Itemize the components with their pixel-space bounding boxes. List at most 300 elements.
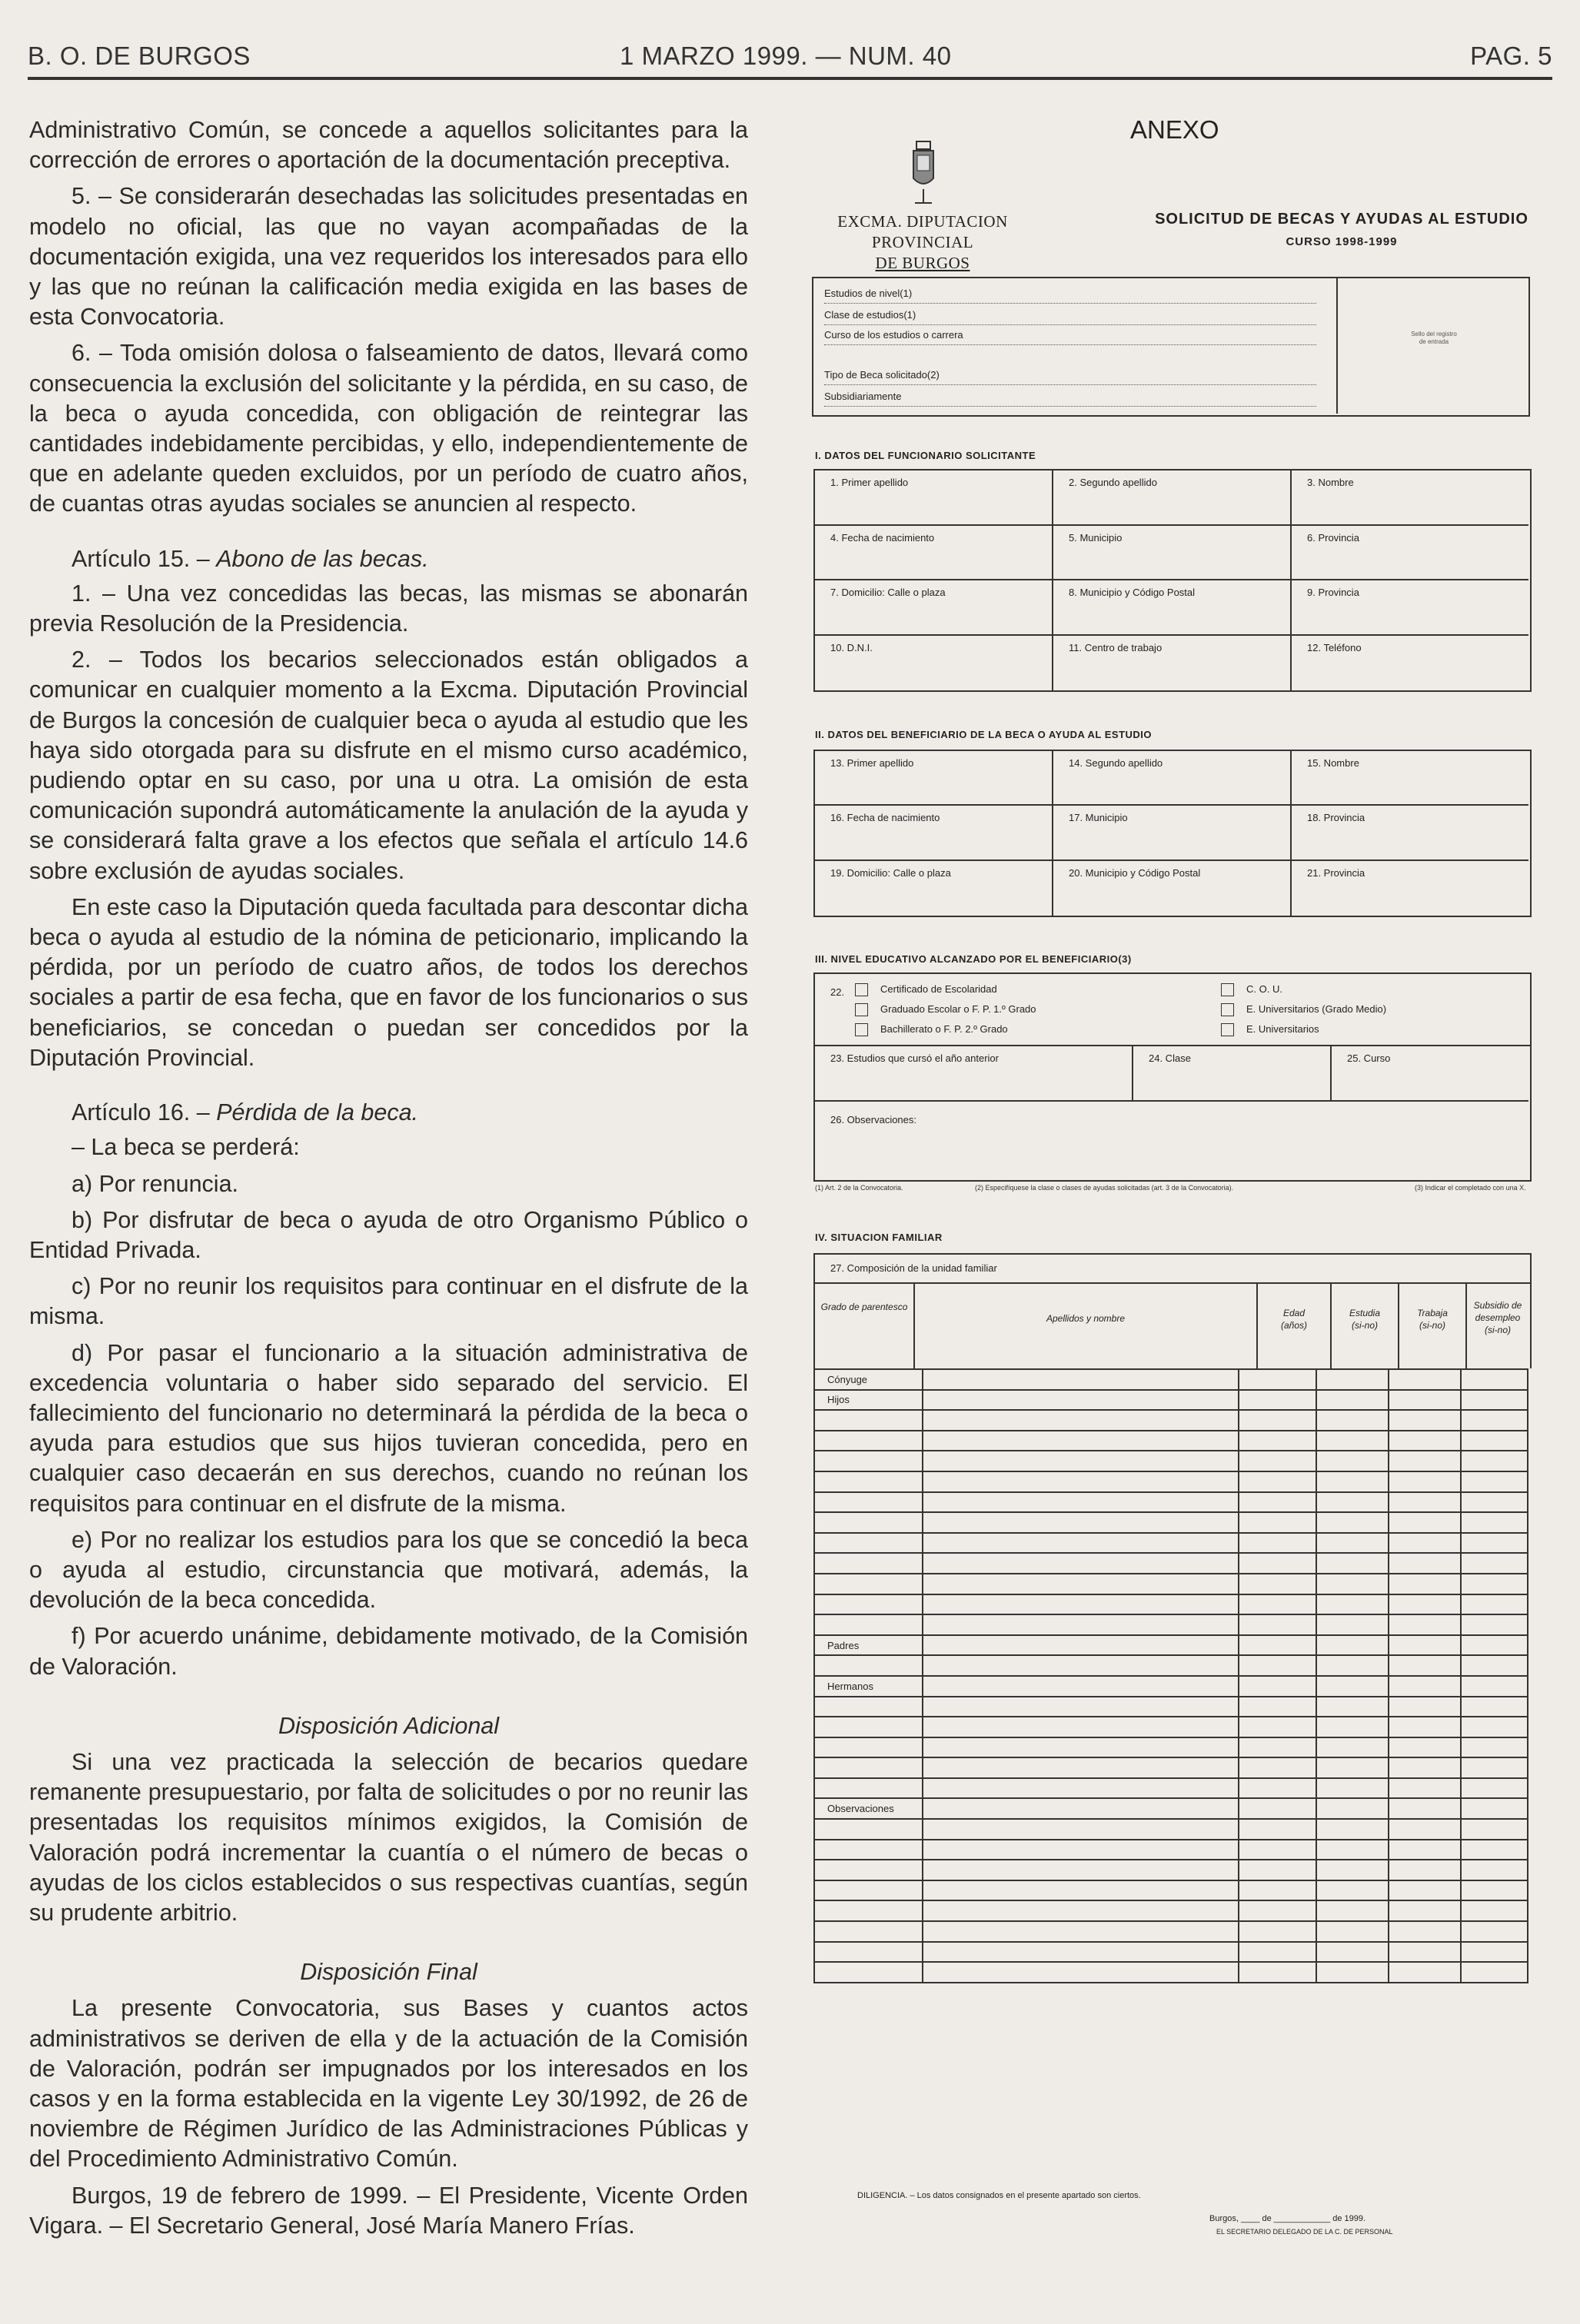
form-field[interactable]: 10. D.N.I. (815, 636, 1053, 691)
paragraph: d) Por pasar el funcionario a la situación administrativa de excedencia voluntaria o haber sido separado del servicio. El fallecimiento del funcionario no determinará la pérdida de la beca o ayuda para estudios que sus hijos tuvieran concedida, pero en cualquier caso decaerán en sus derechos, cuando no reúnan los requisitos para continuar en el disfrute de la misma. (29, 1339, 748, 1517)
checkbox-icon (855, 983, 868, 996)
table-cell[interactable] (1239, 1676, 1316, 1697)
table-cell[interactable] (923, 1492, 1239, 1513)
check-item[interactable]: E. Universitarios (Grado Medio) (1221, 1003, 1386, 1016)
table-cell[interactable] (923, 1594, 1239, 1615)
table-cell[interactable] (1389, 1451, 1461, 1471)
paragraph: Si una vez practicada la selección de becarios quedare remanente presupuestario, por falta de solicitudes o por no reunir las presentadas los requisitos mínimos exigidos, la Comisión de Valoración podrá incrementar la cuantía o el número de becas o ayudas de los ciclos establecidos o sus respectivas cuantías, según su prudente arbitrio. (29, 1748, 748, 1926)
table-cell[interactable] (1461, 1840, 1528, 1860)
family-header-row (813, 1282, 1532, 1368)
paragraph: En este caso la Diputación queda facultada para descontar dicha beca o ayuda al estudio de la nómina de peticionario, implicando la pérdida, por un período de cuatro años, de todos los derechos sociales a partir de esa fecha, que en favor de los funcionarios o sus beneficiarios, se concedan o puedan ser concedidos por la Diputación Provincial. (29, 893, 749, 1071)
relationship-cell[interactable] (814, 1431, 923, 1451)
relationship-cell[interactable] (814, 1757, 923, 1778)
relationship-cell[interactable]: Hermanos (814, 1676, 923, 1697)
table-cell[interactable] (1316, 1778, 1389, 1799)
table-row (814, 1942, 1528, 1963)
table-cell[interactable] (1461, 1553, 1528, 1574)
table-cell[interactable] (1239, 1778, 1316, 1799)
table-row (814, 1697, 1528, 1717)
table-cell[interactable] (923, 1553, 1239, 1574)
table-cell[interactable] (1239, 1819, 1316, 1840)
table-cell[interactable] (1461, 1512, 1528, 1533)
field-class-24[interactable]: 24. Clase (1133, 1046, 1332, 1102)
table-cell[interactable] (1239, 1798, 1316, 1819)
table-cell[interactable] (1239, 1860, 1316, 1880)
relationship-cell[interactable] (814, 1921, 923, 1942)
table-cell[interactable] (1239, 1451, 1316, 1471)
family-caption: 27. Composición de la unidad familiar (813, 1253, 1532, 1284)
table-cell[interactable] (923, 1717, 1239, 1737)
table-cell[interactable] (1461, 1757, 1528, 1778)
table-cell[interactable] (1316, 1757, 1389, 1778)
table-cell[interactable] (1389, 1717, 1461, 1737)
checkbox-icon (1221, 983, 1234, 996)
table-cell[interactable] (1316, 1410, 1389, 1431)
relationship-cell[interactable] (814, 1594, 923, 1615)
table-row (814, 1921, 1528, 1942)
table-cell[interactable] (1239, 1390, 1316, 1411)
signature-paragraph: Burgos, 19 de febrero de 1999. – El Presidente, Vicente Orden Vigara. – El Secretario General, José María Manero Frías. (29, 2182, 748, 2239)
table-cell[interactable] (1461, 1492, 1528, 1513)
relationship-cell[interactable]: Padres (814, 1635, 923, 1656)
family-table (813, 1368, 1528, 1983)
table-cell[interactable] (923, 1471, 1239, 1492)
article-15-heading: Artículo 15. – Abono de las becas. (72, 545, 429, 572)
form-field[interactable]: 13. Primer apellido (815, 751, 1053, 806)
field-course[interactable]: Curso de los estudios o carrera (824, 329, 1316, 345)
paragraph: a) Por renuncia. (72, 1170, 238, 1197)
table-cell[interactable] (1389, 1819, 1461, 1840)
form-field[interactable]: 3. Nombre (1292, 470, 1528, 526)
table-cell[interactable] (923, 1390, 1239, 1411)
table-cell[interactable] (923, 1410, 1239, 1431)
table-cell[interactable] (1389, 1431, 1461, 1451)
table-cell[interactable] (1389, 1655, 1461, 1676)
relationship-cell[interactable] (814, 1553, 923, 1574)
article-16-heading: Artículo 16. – Pérdida de la beca. (72, 1099, 419, 1126)
form-field[interactable]: 16. Fecha de nacimiento (815, 806, 1053, 860)
relationship-cell[interactable] (814, 1819, 923, 1840)
relationship-cell[interactable] (814, 1717, 923, 1737)
table-cell[interactable] (1316, 1655, 1389, 1676)
table-cell[interactable] (1389, 1757, 1461, 1778)
table-row (814, 1390, 1528, 1411)
table-cell[interactable] (1239, 1655, 1316, 1676)
paragraph: f) Por acuerdo unánime, debidamente motivado, de la Comisión de Valoración. (29, 1623, 748, 1680)
table-cell[interactable] (1461, 1369, 1528, 1390)
relationship-cell[interactable] (814, 1900, 923, 1921)
table-cell[interactable] (1461, 1574, 1528, 1594)
table-cell[interactable] (923, 1962, 1239, 1983)
issue-date: 1 MARZO 1999. — NUM. 40 (620, 42, 952, 70)
form-field[interactable]: 6. Provincia (1292, 526, 1528, 581)
table-cell[interactable] (1239, 1757, 1316, 1778)
relationship-cell[interactable] (814, 1492, 923, 1513)
paragraph: 2. – Todos los becarios seleccionados están obligados a comunicar en cualquier momento a la Excma. Diputación Provincial de Burgos la concesión de cualquier beca o ayuda al estudio que les haya sido otorgada para su disfrute en el mismo curso académico, pudiendo optar en su caso, por una u otra. La omisión de esta comunicación supondrá automáticamente la anulación de la ayuda y se considerará falta grave a los efectos que señala el artículo 14.6 sobre exclusión de ayudas sociales. (29, 647, 748, 884)
table-cell[interactable] (1389, 1942, 1461, 1963)
table-cell[interactable] (1389, 1880, 1461, 1901)
table-cell[interactable] (1239, 1635, 1316, 1656)
table-cell[interactable] (923, 1676, 1239, 1697)
table-cell[interactable] (1239, 1512, 1316, 1533)
form-field[interactable]: 14. Segundo apellido (1053, 751, 1292, 806)
table-cell[interactable] (1316, 1390, 1389, 1411)
table-cell[interactable] (1389, 1921, 1461, 1942)
table-cell[interactable] (1461, 1737, 1528, 1758)
table-cell[interactable] (1316, 1574, 1389, 1594)
table-cell[interactable] (1461, 1819, 1528, 1840)
table-cell[interactable] (1239, 1431, 1316, 1451)
table-cell[interactable] (1316, 1798, 1389, 1819)
table-cell[interactable] (1239, 1900, 1316, 1921)
table-cell[interactable] (1461, 1533, 1528, 1554)
table-cell[interactable] (1389, 1533, 1461, 1554)
table-cell[interactable] (1389, 1574, 1461, 1594)
table-cell[interactable] (1461, 1594, 1528, 1615)
form-field[interactable]: 4. Fecha de nacimiento (815, 526, 1053, 581)
field-course-25[interactable]: 25. Curso (1332, 1046, 1528, 1102)
form-field[interactable]: 17. Municipio (1053, 806, 1292, 860)
table-row (814, 1778, 1528, 1799)
issuing-organization: EXCMA. DIPUTACION PROVINCIAL DE BURGOS (837, 212, 1008, 272)
registry-stamp-area: Sello del registro de entrada (1336, 278, 1528, 414)
checkbox-icon (855, 1023, 868, 1036)
relationship-cell[interactable] (814, 1512, 923, 1533)
header-relationship: Grado de parentesco (815, 1284, 915, 1368)
table-cell[interactable] (1316, 1594, 1389, 1615)
table-cell[interactable] (923, 1655, 1239, 1676)
section-1-heading: I. DATOS DEL FUNCIONARIO SOLICITANTE (815, 450, 1036, 461)
check-item[interactable]: Bachillerato o F. P. 2.º Grado (855, 1023, 1008, 1036)
table-cell[interactable] (923, 1798, 1239, 1819)
field-number: 22. (830, 986, 845, 998)
header-studies: Estudia (si-no) (1332, 1284, 1399, 1368)
field-class[interactable]: Clase de estudios(1) (824, 309, 1316, 325)
table-row (814, 1431, 1528, 1451)
table-cell[interactable] (1461, 1717, 1528, 1737)
table-cell[interactable] (1389, 1737, 1461, 1758)
table-cell[interactable] (1389, 1390, 1461, 1411)
relationship-cell[interactable]: Observaciones (814, 1798, 923, 1819)
table-row (814, 1635, 1528, 1656)
table-cell[interactable] (1389, 1697, 1461, 1717)
table-cell[interactable] (1316, 1900, 1389, 1921)
form-field[interactable]: 21. Provincia (1307, 866, 1365, 879)
relationship-cell[interactable] (814, 1737, 923, 1758)
table-cell[interactable] (1389, 1492, 1461, 1513)
table-cell[interactable] (923, 1880, 1239, 1901)
check-item[interactable]: E. Universitarios (1221, 1023, 1319, 1036)
table-row (814, 1369, 1528, 1390)
table-cell[interactable] (923, 1574, 1239, 1594)
check-item[interactable]: C. O. U. (1221, 983, 1282, 996)
table-cell[interactable] (1389, 1840, 1461, 1860)
header-unemployment: Subsidio de desempleo (si-no) (1473, 1300, 1522, 1335)
form-field[interactable]: 19. Domicilio: Calle o plaza (815, 861, 1053, 916)
form-field[interactable]: 5. Municipio (1053, 526, 1292, 581)
table-cell[interactable] (1239, 1737, 1316, 1758)
table-cell[interactable] (1389, 1778, 1461, 1799)
relationship-cell[interactable] (814, 1574, 923, 1594)
table-row (814, 1798, 1528, 1819)
header-works: Trabaja (si-no) (1399, 1284, 1467, 1368)
table-cell[interactable] (923, 1900, 1239, 1921)
table-cell[interactable] (923, 1778, 1239, 1799)
form-field[interactable]: 1. Primer apellido (815, 470, 1053, 526)
table-cell[interactable] (1461, 1614, 1528, 1635)
form-field[interactable]: 8. Municipio y Código Postal (1053, 580, 1292, 636)
paragraph: b) Por disfrutar de beca o ayuda de otro Organismo Público o Entidad Privada. (29, 1206, 748, 1263)
table-cell[interactable] (1461, 1798, 1528, 1819)
table-cell[interactable] (1316, 1697, 1389, 1717)
table-row (814, 1860, 1528, 1880)
form-title: SOLICITUD DE BECAS Y AYUDAS AL ESTUDIO CURSO 1998-1999 (1155, 211, 1528, 248)
check-item[interactable]: Graduado Escolar o F. P. 1.º Grado (855, 1003, 1036, 1016)
table-cell[interactable] (1389, 1798, 1461, 1819)
table-cell[interactable] (1389, 1676, 1461, 1697)
table-cell[interactable] (923, 1860, 1239, 1880)
table-cell[interactable] (1316, 1369, 1389, 1390)
table-row (814, 1533, 1528, 1554)
relationship-cell[interactable] (814, 1655, 923, 1676)
table-cell[interactable] (1239, 1840, 1316, 1860)
checkbox-icon (1221, 1003, 1234, 1016)
table-cell[interactable] (923, 1757, 1239, 1778)
table-cell[interactable] (1461, 1451, 1528, 1471)
date-line[interactable]: Burgos, ____ de ____________ de 1999. (1209, 2214, 1366, 2223)
field-alternative[interactable]: Subsidiariamente (824, 391, 1316, 407)
table-cell[interactable] (923, 1431, 1239, 1451)
table-cell[interactable] (1239, 1471, 1316, 1492)
table-cell[interactable] (1461, 1880, 1528, 1901)
table-row (814, 1840, 1528, 1860)
field-grant-type[interactable]: Tipo de Beca solicitado(2) (824, 369, 1316, 385)
education-level-grid (813, 972, 1532, 1182)
table-cell[interactable] (1316, 1533, 1389, 1554)
table-row (814, 1819, 1528, 1840)
form-field[interactable]: 7. Domicilio: Calle o plaza (815, 580, 1053, 636)
relationship-cell[interactable] (814, 1471, 923, 1492)
form-field[interactable]: 2. Segundo apellido (1053, 470, 1292, 526)
form-field[interactable]: 9. Provincia (1292, 580, 1528, 636)
table-row (814, 1594, 1528, 1615)
relationship-cell[interactable] (814, 1697, 923, 1717)
table-cell[interactable] (923, 1819, 1239, 1840)
paragraph: La presente Convocatoria, sus Bases y cuantos actos administrativos se deriven de ella y de la actuación de la Comisión de Valoración, podrán ser impugnados por los interesados en los casos y en la forma establecida en la vigente Ley 30/1992, de 26 de noviembre de Régimen Jurídico de las Administraciones Públicas y del Procedimiento Administrativo Común. (29, 1995, 748, 2173)
table-row (814, 1471, 1528, 1492)
table-cell[interactable] (1316, 1962, 1389, 1983)
table-row (814, 1614, 1528, 1635)
footnote: (1) Art. 2 de la Convocatoria. (815, 1184, 903, 1192)
table-cell[interactable] (1389, 1614, 1461, 1635)
table-cell[interactable] (1316, 1553, 1389, 1574)
relationship-cell[interactable] (814, 1860, 923, 1880)
applicant-data-grid (813, 469, 1532, 692)
relationship-cell[interactable] (814, 1614, 923, 1635)
relationship-cell[interactable] (814, 1451, 923, 1471)
table-cell[interactable] (923, 1512, 1239, 1533)
section-heading: Disposición Final (300, 1959, 477, 1986)
form-field[interactable]: 12. Teléfono (1307, 641, 1362, 653)
footnote: (3) Indicar el completado con una X. (1415, 1184, 1526, 1192)
checkbox-icon (855, 1003, 868, 1016)
table-cell[interactable] (1316, 1819, 1389, 1840)
table-row (814, 1717, 1528, 1737)
table-cell[interactable] (1389, 1410, 1461, 1431)
table-cell[interactable] (1316, 1512, 1389, 1533)
relationship-cell[interactable] (814, 1778, 923, 1799)
table-cell[interactable] (923, 1697, 1239, 1717)
table-cell[interactable] (923, 1614, 1239, 1635)
table-cell[interactable] (1461, 1697, 1528, 1717)
table-cell[interactable] (1316, 1880, 1389, 1901)
table-cell[interactable] (1239, 1880, 1316, 1901)
table-cell[interactable] (1316, 1471, 1389, 1492)
paragraph: – La beca se perderá: (72, 1134, 300, 1161)
relationship-cell[interactable] (814, 1942, 923, 1963)
table-cell[interactable] (923, 1369, 1239, 1390)
field-level[interactable]: Estudios de nivel(1) (824, 288, 1316, 304)
table-cell[interactable] (923, 1737, 1239, 1758)
table-cell[interactable] (923, 1451, 1239, 1471)
paragraph: e) Por no realizar los estudios para los que se concedió la beca o ayuda al estudio, circunstancia que motivará, además, la devolución de la beca concedida. (29, 1526, 748, 1614)
table-cell[interactable] (1389, 1860, 1461, 1880)
table-cell[interactable] (1389, 1635, 1461, 1656)
table-cell[interactable] (1239, 1717, 1316, 1737)
left-column (29, 115, 748, 2247)
table-cell[interactable] (923, 1533, 1239, 1554)
relationship-cell[interactable]: Cónyuge (814, 1369, 923, 1390)
footnote: (2) Especifíquese la clase o clases de ayudas solicitadas (art. 3 de la Convocatoria). (975, 1184, 1234, 1192)
field-observations[interactable]: 26. Observaciones: (830, 1114, 917, 1125)
table-row (814, 1451, 1528, 1471)
table-cell[interactable] (1316, 1614, 1389, 1635)
table-cell[interactable] (1389, 1900, 1461, 1921)
table-cell[interactable] (1461, 1900, 1528, 1921)
table-cell[interactable] (1239, 1614, 1316, 1635)
table-cell[interactable] (1389, 1962, 1461, 1983)
table-row (814, 1512, 1528, 1533)
table-cell[interactable] (1239, 1697, 1316, 1717)
table-cell[interactable] (1239, 1574, 1316, 1594)
table-cell[interactable] (1239, 1369, 1316, 1390)
table-row (814, 1574, 1528, 1594)
table-cell[interactable] (1461, 1410, 1528, 1431)
section-3-heading: III. NIVEL EDUCATIVO ALCANZADO POR EL BENEFICIARIO(3) (815, 953, 1132, 965)
table-row (814, 1737, 1528, 1758)
relationship-cell[interactable] (814, 1962, 923, 1983)
header-age: Edad (años) (1258, 1284, 1332, 1368)
relationship-cell[interactable] (814, 1410, 923, 1431)
table-cell[interactable] (1239, 1594, 1316, 1615)
table-cell[interactable] (923, 1942, 1239, 1963)
paragraph: Administrativo Común, se concede a aquellos solicitantes para la corrección de errores o aportación de la documentación preceptiva. (29, 117, 748, 174)
table-cell[interactable] (1461, 1635, 1528, 1656)
table-cell[interactable] (1239, 1921, 1316, 1942)
relationship-cell[interactable] (814, 1880, 923, 1901)
field-previous-studies[interactable]: 23. Estudios que cursó el año anterior (815, 1046, 1133, 1102)
section-2-heading: II. DATOS DEL BENEFICIARIO DE LA BECA O AYUDA AL ESTUDIO (815, 729, 1153, 740)
table-row (814, 1880, 1528, 1901)
table-cell[interactable] (923, 1840, 1239, 1860)
table-cell[interactable] (1316, 1942, 1389, 1963)
table-cell[interactable] (923, 1635, 1239, 1656)
table-row (814, 1553, 1528, 1574)
paragraph: c) Por no reunir los requisitos para continuar en el disfrute de la misma. (29, 1273, 748, 1330)
table-cell[interactable] (923, 1921, 1239, 1942)
section-heading: Disposición Adicional (278, 1712, 500, 1739)
relationship-cell[interactable]: Hijos (814, 1390, 923, 1411)
table-cell[interactable] (1316, 1860, 1389, 1880)
coat-of-arms-icon (907, 138, 940, 208)
form-field[interactable]: 18. Provincia (1292, 806, 1528, 860)
table-cell[interactable] (1389, 1553, 1461, 1574)
table-cell[interactable] (1461, 1860, 1528, 1880)
check-item[interactable]: Certificado de Escolaridad (855, 983, 997, 996)
beneficiary-data-grid (813, 750, 1532, 917)
paragraph: 5. – Se considerarán desechadas las solicitudes presentadas en modelo no oficial, las que no vayan acompañadas de la documentación exigida, una vez requeridos los interesados para ello y las que no reúnan la calificación media exigida en las bases de esta Convocatoria. (29, 183, 748, 331)
relationship-cell[interactable] (814, 1840, 923, 1860)
header-name: Apellidos y nombre (915, 1284, 1258, 1368)
table-cell[interactable] (1389, 1594, 1461, 1615)
table-cell[interactable] (1239, 1942, 1316, 1963)
table-row (814, 1900, 1528, 1921)
page-header (28, 37, 1552, 80)
diligence-note: DILIGENCIA. – Los datos consignados en el presente apartado son ciertos. (857, 2191, 1141, 2200)
table-cell[interactable] (1461, 1655, 1528, 1676)
table-cell[interactable] (1239, 1492, 1316, 1513)
journal-name: B. O. DE BURGOS (28, 42, 251, 70)
table-cell[interactable] (1461, 1942, 1528, 1963)
table-cell[interactable] (1461, 1471, 1528, 1492)
annex-title: ANEXO (1130, 115, 1219, 144)
form-field[interactable]: 20. Municipio y Código Postal (1053, 861, 1292, 916)
table-cell[interactable] (1239, 1410, 1316, 1431)
table-cell[interactable] (1316, 1921, 1389, 1942)
table-cell[interactable] (1316, 1635, 1389, 1656)
checkbox-icon (1221, 1023, 1234, 1036)
table-cell[interactable] (1389, 1369, 1461, 1390)
table-cell[interactable] (1239, 1533, 1316, 1554)
table-cell[interactable] (1316, 1840, 1389, 1860)
table-cell[interactable] (1461, 1921, 1528, 1942)
table-cell[interactable] (1461, 1962, 1528, 1983)
table-cell[interactable] (1389, 1512, 1461, 1533)
form-field[interactable]: 15. Nombre (1292, 751, 1528, 806)
table-cell[interactable] (1461, 1431, 1528, 1451)
table-cell[interactable] (1316, 1451, 1389, 1471)
table-cell[interactable] (1316, 1717, 1389, 1737)
table-cell[interactable] (1461, 1676, 1528, 1697)
table-cell[interactable] (1316, 1676, 1389, 1697)
request-box (812, 277, 1530, 417)
table-cell[interactable] (1389, 1471, 1461, 1492)
table-cell[interactable] (1316, 1492, 1389, 1513)
relationship-cell[interactable] (814, 1533, 923, 1554)
table-cell[interactable] (1461, 1778, 1528, 1799)
table-cell[interactable] (1239, 1553, 1316, 1574)
section-4-heading: IV. SITUACION FAMILIAR (815, 1232, 943, 1243)
paragraph: 1. – Una vez concedidas las becas, las mismas se abonarán previa Resolución de la Presidencia. (29, 580, 748, 637)
table-cell[interactable] (1316, 1737, 1389, 1758)
table-cell[interactable] (1461, 1390, 1528, 1411)
page-number: PAG. 5 (1470, 42, 1552, 70)
table-cell[interactable] (1239, 1962, 1316, 1983)
table-cell[interactable] (1316, 1431, 1389, 1451)
table-row (814, 1962, 1528, 1983)
table-row (814, 1492, 1528, 1513)
form-field[interactable]: 11. Centro de trabajo (1053, 636, 1292, 691)
